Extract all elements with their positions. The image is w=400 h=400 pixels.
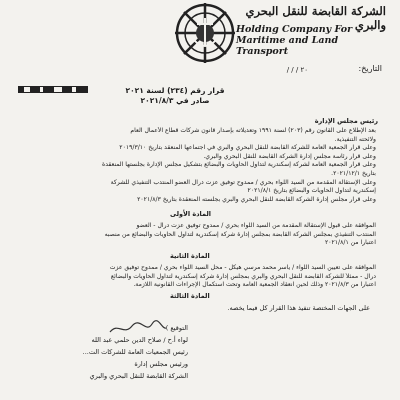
article1-line: الموافقة على قبول الإستقالة المقدمة من السيد اللواء بحري / ممدوح توفيق عزت درال - العضو — [136, 222, 376, 229]
article1-line: المنتدب التنفيذي بمجلس الشركة القابضة بمجلس إدارة شركة إسكندرية لتداول الحاويات والبضائع من منصبه — [104, 230, 376, 238]
date-label: التاريخ: — [358, 64, 382, 73]
article2-line: اعتباراً من ٢٠٢١/٨/٣ وذلك لحين انعقاد الجمعية العامة وتحت استكمال الإجراءات القانونية اللازمة. — [133, 281, 376, 289]
preamble-line: ولائحته التنفيذية. — [334, 135, 376, 143]
article2-body — [24, 264, 376, 290]
decree-number: قرار رقم (٢٣٤) لسنة ٢٠٢١ — [125, 86, 225, 95]
preamble-line: وعلى قرار الجمعية العامة لشركة إسكندرية لتداول الحاويات والبضائع بتشكيل مجلس الإدارة بجلستها المنعقدة — [102, 161, 376, 169]
decree-header — [100, 86, 250, 106]
preamble-line: وعلى قرار مجلس إدارة الشركة القابضة للنقل البحري والبري بجلسته المنعقدة بتاريخ ٢٠٢١/٨/٣ — [137, 195, 376, 203]
article2-heading: المادة الثانية — [170, 252, 210, 260]
preamble-line: وعلى الإستقالة المقدمة من السيد اللواء بحري / ممدوح توفيق عزت درال العضو المنتدب التنفيذي للشركة — [110, 178, 376, 186]
article3-heading: المادة الثالثة — [170, 292, 210, 300]
preamble-line: بتاريخ ٢٠٢١/١٢/١. — [331, 169, 376, 177]
article3-closing: على الجهات المختصة تنفيذ هذا القرار كل فيما يخصه. — [227, 304, 370, 312]
company-name-ar: الشركة القابضة للنقل البحري والبري — [245, 4, 386, 32]
company-name-en-line1: Holding Company For — [236, 24, 353, 35]
preamble — [24, 127, 376, 204]
decree-date: صادر في ٢٠٢١/٨/٣ — [140, 96, 210, 105]
article1-line: اعتباراً من ٢٠٢١/٨/١ — [324, 239, 376, 247]
company-name-en-line2: Maritime and Land Transport — [236, 35, 339, 57]
signatory-name: لواء أ.ح / صلاح الدين حلمي عبد الله — [91, 336, 188, 344]
signatory-role-1: رئيس الجمعيات العامة للشركات الت... — [82, 348, 188, 356]
signature-label: التوقيع ) — [165, 324, 188, 332]
preamble-line: بعد الإطلاع على القانون رقم (٢٠٣) لسنة ١٩٩١ وتعديلاته بإصدار قانون شركات قطاع الأعمال العام — [130, 127, 376, 134]
company-name-en — [236, 24, 386, 57]
article2-line: درال - ممثلاً للشركة القابضة للنقل البحري والبري بمجلس إدارة شركة إسكندرية لتداول الحاويات والبضائع — [110, 272, 376, 280]
stamp-graphic-icon — [18, 83, 88, 97]
signatory-role-3: الشركة القابضة للنقل البحري والبري — [89, 372, 188, 380]
article1-heading: المادة الأولى — [170, 210, 212, 218]
article1-body — [24, 222, 376, 248]
preamble-line: وعلى قرار رئاسة مجلس إدارة الشركة القابضة للنقل البحري والبري. — [203, 152, 376, 160]
date-value: ٢٠ / / / — [286, 66, 308, 74]
article2-line: الموافقة على تعيين السيد اللواء / ياسر محمد مرسي هيكل - محل السيد اللواء بحري / ممدوح توفيق عزت — [109, 264, 376, 271]
signatory-role-2: ورئيس مجلس إدارة — [134, 360, 188, 368]
preamble-line: إسكندرية لتداول الحاويات والبضائع بتاريخ ٢٠٢١/٨/١ — [247, 187, 376, 195]
preamble-line: وعلى قرار الجمعية العامة للشركة القابضة للنقل البحري والبري في اجتماعها المنعقد بتاريخ ٢٠١٩/٣/١٠ — [119, 144, 376, 152]
handwritten-signature-icon — [108, 318, 168, 338]
chair-title: رئيس مجلس الإدارة — [314, 117, 378, 125]
